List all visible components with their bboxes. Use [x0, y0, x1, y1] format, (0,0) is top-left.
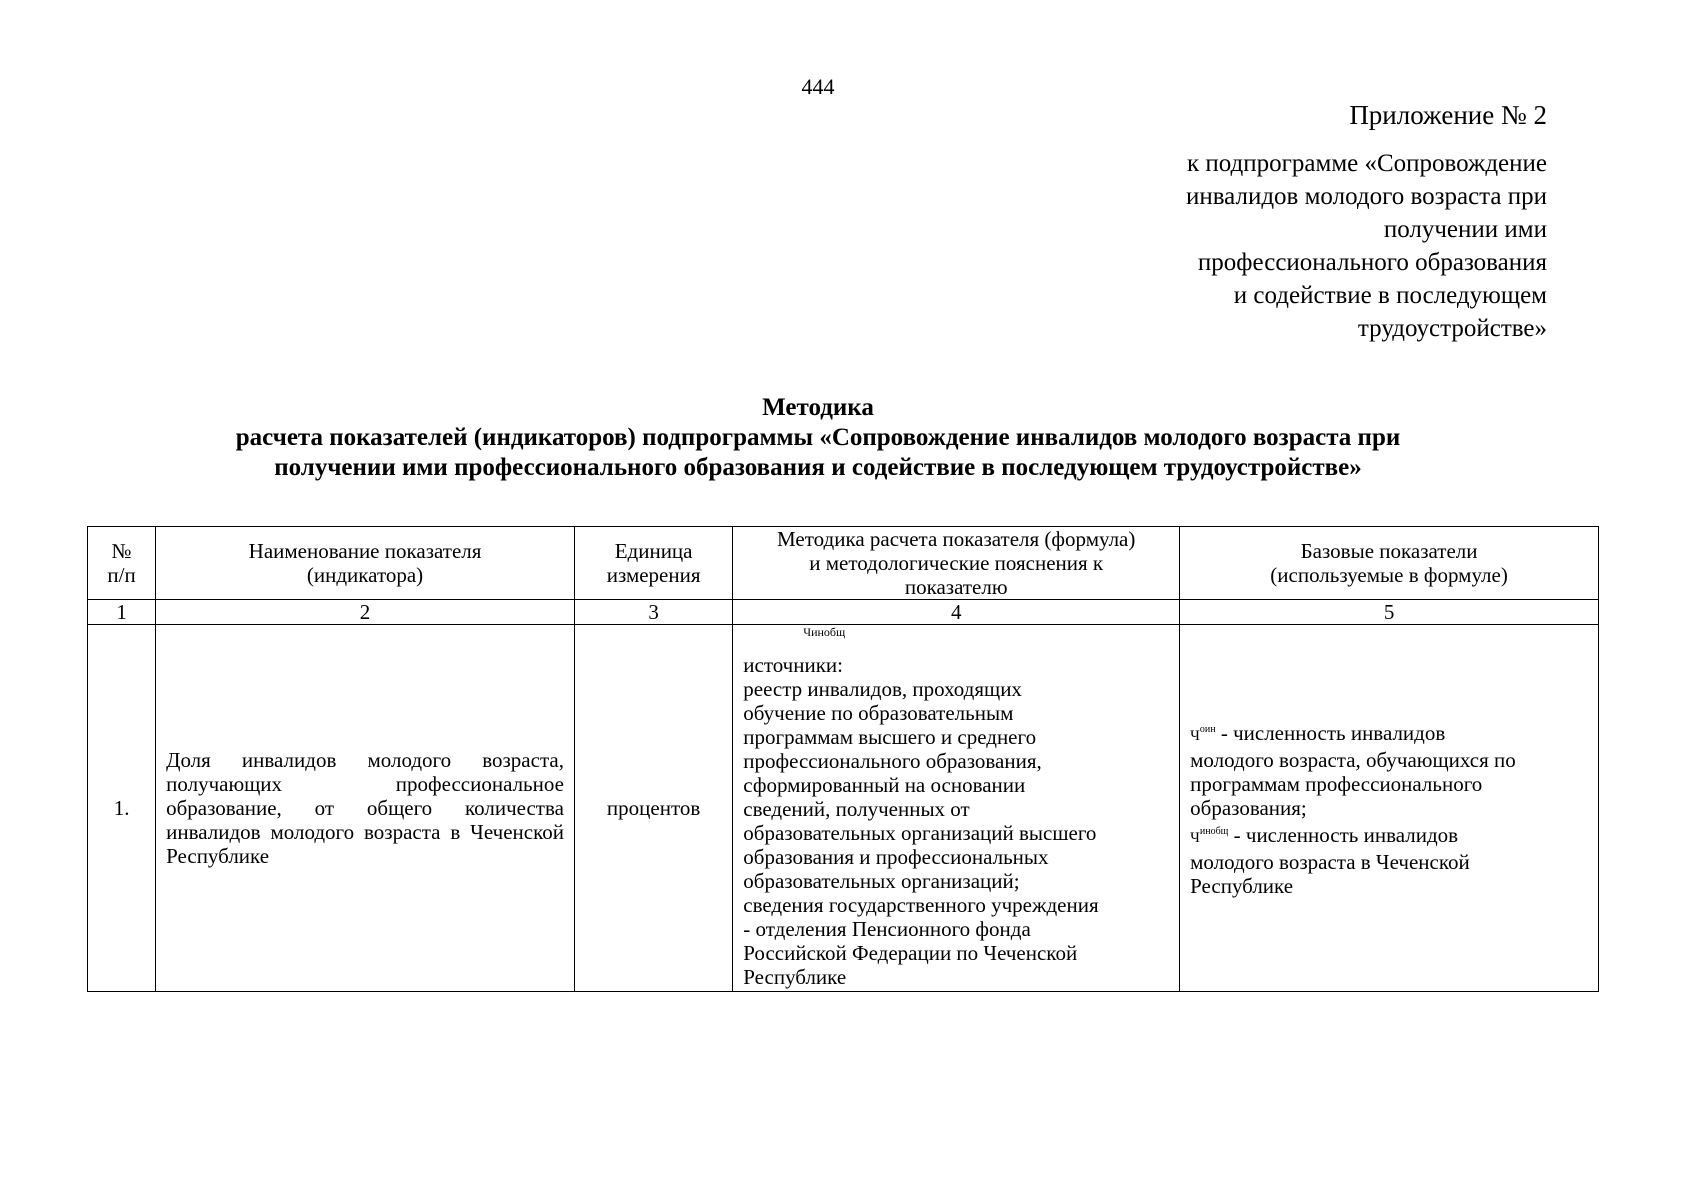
method-line: программам высшего и среднего: [743, 725, 1037, 749]
base-line: [1190, 820, 1588, 850]
header-index: [88, 527, 156, 600]
document-title-line: Методика: [762, 394, 874, 421]
indicator-name: Доля инвалидов молодого возраста, получающих профессиональное образование, от общего количества инвалидов молодого возраста в Чеченской Республике: [156, 625, 575, 992]
method-line: сформированный на основании: [743, 773, 1026, 797]
appendix-title: Приложение № 2: [1349, 100, 1547, 130]
page-number: 444: [801, 74, 835, 99]
formula-symbol: Ч: [803, 625, 812, 639]
method-line: обучение по образовательным: [743, 701, 1014, 725]
method-line: Республике: [743, 965, 847, 989]
appendix-subtitle-line: получении ими: [1383, 216, 1547, 243]
method-line: сведения государственного учреждения: [743, 893, 1099, 917]
column-number: 3: [574, 600, 732, 625]
unit-of-measure: процентов: [574, 625, 732, 992]
column-number: 1: [88, 600, 156, 625]
calculation-method: [733, 625, 1180, 992]
method-line: Российской Федерации по Чеченской: [743, 941, 1078, 965]
method-line: источники:: [743, 653, 843, 677]
header-text: Наименование показателя: [248, 539, 482, 563]
table-row: [88, 625, 1599, 992]
method-line: образовательных организаций высшего: [743, 821, 1097, 845]
base-line: молодого возраста, обучающихся по: [1190, 748, 1516, 772]
header-name: [156, 527, 575, 600]
appendix-subtitle-line: профессионального образования: [1197, 249, 1547, 276]
header-text: Базовые показатели: [1300, 539, 1478, 563]
column-number: 2: [156, 600, 575, 625]
base-indicators: [1180, 625, 1599, 992]
base-symbol: Ч: [1190, 728, 1200, 744]
header-text: №: [111, 539, 132, 563]
row-index: 1.: [88, 625, 156, 992]
column-number: 4: [733, 600, 1180, 625]
formula-fragment: [743, 625, 1169, 653]
base-symbol-subscript: оин: [1199, 724, 1216, 735]
document-title-line: получении ими профессионального образования и содействие в последующем трудоустройстве»: [274, 454, 1362, 481]
column-number-row: [88, 600, 1599, 625]
base-line: молодого возраста в Чеченской: [1190, 850, 1470, 874]
base-text: - численность инвалидов: [1215, 721, 1446, 745]
base-text: - численность инвалидов: [1228, 823, 1459, 847]
header-text: п/п: [107, 563, 136, 587]
column-number: 5: [1180, 600, 1599, 625]
method-text: [743, 653, 1169, 989]
appendix-subtitle-line: трудоустройстве»: [1357, 315, 1547, 342]
method-line: образования и профессиональных: [743, 845, 1049, 869]
header-text: (индикатора): [306, 563, 424, 587]
document-title-line: расчета показателей (индикаторов) подпрограммы «Сопровождение инвалидов молодого возраста при: [235, 424, 1401, 451]
header-base: [1180, 527, 1599, 600]
base-line: образования;: [1190, 796, 1307, 820]
method-line: сведений, полученных от: [743, 797, 970, 821]
base-symbol-subscript: инобщ: [1199, 826, 1229, 837]
appendix-subtitle: [1186, 147, 1547, 345]
header-text: измерения: [606, 563, 701, 587]
header-text: Единица: [614, 539, 693, 563]
method-line: реестр инвалидов, проходящих: [743, 677, 1022, 701]
base-symbol: Ч: [1190, 830, 1200, 846]
header-unit: [574, 527, 732, 600]
method-line: образовательных организаций;: [743, 869, 1020, 893]
appendix-subtitle-line: и содействие в последующем: [1233, 282, 1547, 309]
header-text: (используемые в формуле): [1270, 563, 1508, 587]
appendix-subtitle-line: инвалидов молодого возраста при: [1185, 183, 1547, 210]
method-line: профессионального образования,: [743, 749, 1042, 773]
base-line: [1190, 718, 1588, 748]
method-line: - отделения Пенсионного фонда: [743, 917, 1031, 941]
header-text: и методологические пояснения к: [809, 551, 1104, 575]
base-line: программам профессионального: [1190, 772, 1483, 796]
base-line: Республике: [1190, 874, 1294, 898]
formula-subscript: инобщ: [811, 625, 846, 639]
header-text: Методика расчета показателя (формула): [777, 527, 1136, 551]
appendix-subtitle-line: к подпрограмме «Сопровождение: [1187, 150, 1547, 177]
header-text: показателю: [904, 575, 1008, 599]
document-title: [0, 393, 1636, 483]
indicators-table: [87, 526, 1599, 992]
table-header-row: [88, 527, 1599, 600]
header-method: [733, 527, 1180, 600]
